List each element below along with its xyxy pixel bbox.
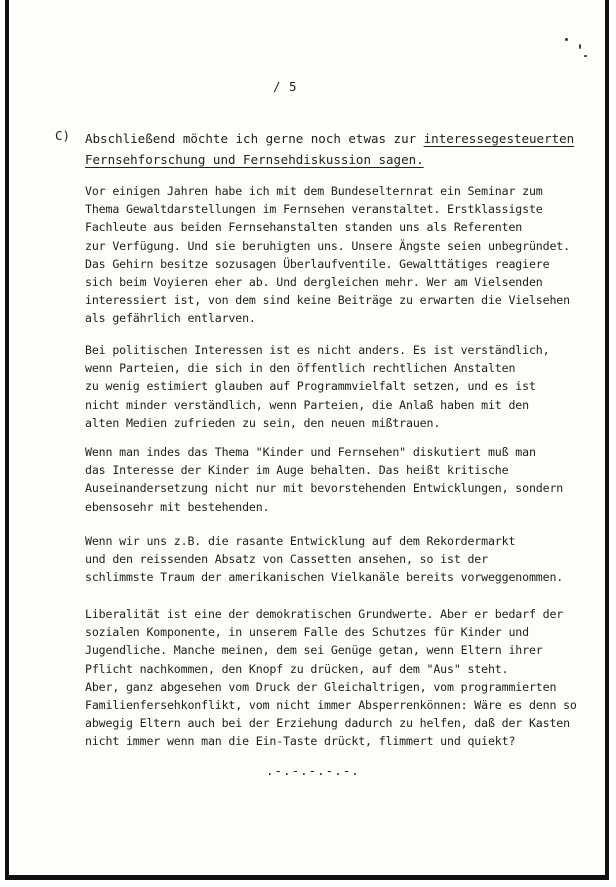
text-line: das Interesse der Kinder im Auge behalten. Das heißt kritische bbox=[85, 463, 509, 478]
text-line: Wenn man indes das Thema "Kinder und Fernsehen" diskutiert muß man bbox=[85, 445, 536, 459]
text-line: Fachleute aus beiden Fernsehanstalten standen uns als Referenten bbox=[85, 220, 523, 235]
heading-underlined-line: Fernsehforschung und Fernsehdiskussion sagen. bbox=[85, 152, 424, 167]
text-line: nicht immer wenn man die Ein-Taste drückt, flimmert und quiekt? bbox=[85, 734, 516, 749]
text-line: Pflicht nachkommen, den Knopf zu drücken, auf dem "Aus" steht. bbox=[85, 661, 509, 676]
text-line: Das Gehirn besitze sozusagen Überlaufventile. Gewalttätiges reagiere bbox=[85, 256, 550, 271]
section-marker: C) bbox=[55, 128, 71, 143]
paragraph bbox=[85, 341, 579, 432]
heading-line bbox=[85, 128, 575, 149]
scan-speck bbox=[584, 55, 587, 57]
text-line: interessiert ist, von dem sind keine Beiträge zu erwarten die Vielsehen bbox=[85, 293, 570, 308]
paragraph bbox=[85, 182, 579, 328]
text-line: Familienfersehkonflikt, vom nicht immer Absperrenkönnen: Wäre es denn so bbox=[85, 698, 577, 713]
text-line: nicht minder verständlich, wenn Parteien, die Anlaß haben mit den bbox=[85, 397, 529, 412]
text-line: ebensosehr mit bestehenden. bbox=[85, 499, 270, 514]
paragraph bbox=[85, 443, 579, 516]
scan-speck bbox=[565, 38, 568, 41]
text-line: Thema Gewaltdarstellungen im Fernsehen veranstaltet. Erstklassigste bbox=[85, 202, 543, 217]
text-line: abwegig Eltern auch bei der Erziehung dadurch zu helfen, daß der Kasten bbox=[85, 716, 570, 731]
paragraph bbox=[85, 532, 579, 587]
scan-speck bbox=[579, 44, 581, 49]
text-line: zur Verfügung. Und sie beruhigten uns. Unsere Ängste seien unbegründet. bbox=[85, 238, 570, 253]
heading-underlined-text: interessegesteuerten bbox=[423, 131, 575, 146]
text-line: Auseinandersetzung nicht nur mit bevorstehenden Entwicklungen, sondern bbox=[85, 481, 564, 496]
text-line: sich beim Voyieren eher ab. Und dergleichen mehr. Wer am Vielsenden bbox=[85, 275, 543, 290]
text-line: Wenn wir uns z.B. die rasante Entwicklung auf dem Rekordermarkt bbox=[85, 534, 516, 548]
text-line: zu wenig estimiert glauben auf Programmvielfalt setzen, und es ist bbox=[85, 379, 536, 394]
end-separator: .-.-.-.-.-. bbox=[266, 763, 360, 778]
page-number: / 5 bbox=[273, 79, 298, 94]
text-line: Aber, ganz abgesehen vom Druck der Gleichaltrigen, vom programmierten bbox=[85, 679, 557, 694]
text-line: Jugendliche. Manche meinen, dem sei Genüge getan, wenn Eltern ihrer bbox=[85, 643, 543, 658]
heading-text: Abschließend möchte ich gerne noch etwas zur bbox=[85, 131, 424, 146]
section-heading bbox=[85, 128, 575, 170]
text-line: Liberalität ist eine der demokratischen Grundwerte. Aber er bedarf der bbox=[85, 607, 564, 621]
paragraph bbox=[85, 605, 579, 751]
text-line: sozialen Komponente, in unserem Falle des Schutzes für Kinder und bbox=[85, 625, 529, 640]
document-page bbox=[9, 0, 605, 875]
text-line: und den reissenden Absatz von Cassetten ansehen, so ist der bbox=[85, 552, 488, 567]
text-line: als gefährlich entlarven. bbox=[85, 311, 256, 326]
text-line: Vor einigen Jahren habe ich mit dem Bundeselternrat ein Seminar zum bbox=[85, 184, 543, 198]
text-line: Bei politischen Interessen ist es nicht anders. Es ist verständlich, bbox=[85, 343, 550, 357]
text-line: schlimmste Traum der amerikanischen Vielkanäle bereits vorweggenommen. bbox=[85, 570, 564, 585]
text-line: wenn Parteien, die sich in den öffentlich rechtlichen Anstalten bbox=[85, 361, 516, 376]
text-line: alten Medien zufrieden zu sein, den neuen mißtrauen. bbox=[85, 415, 441, 430]
